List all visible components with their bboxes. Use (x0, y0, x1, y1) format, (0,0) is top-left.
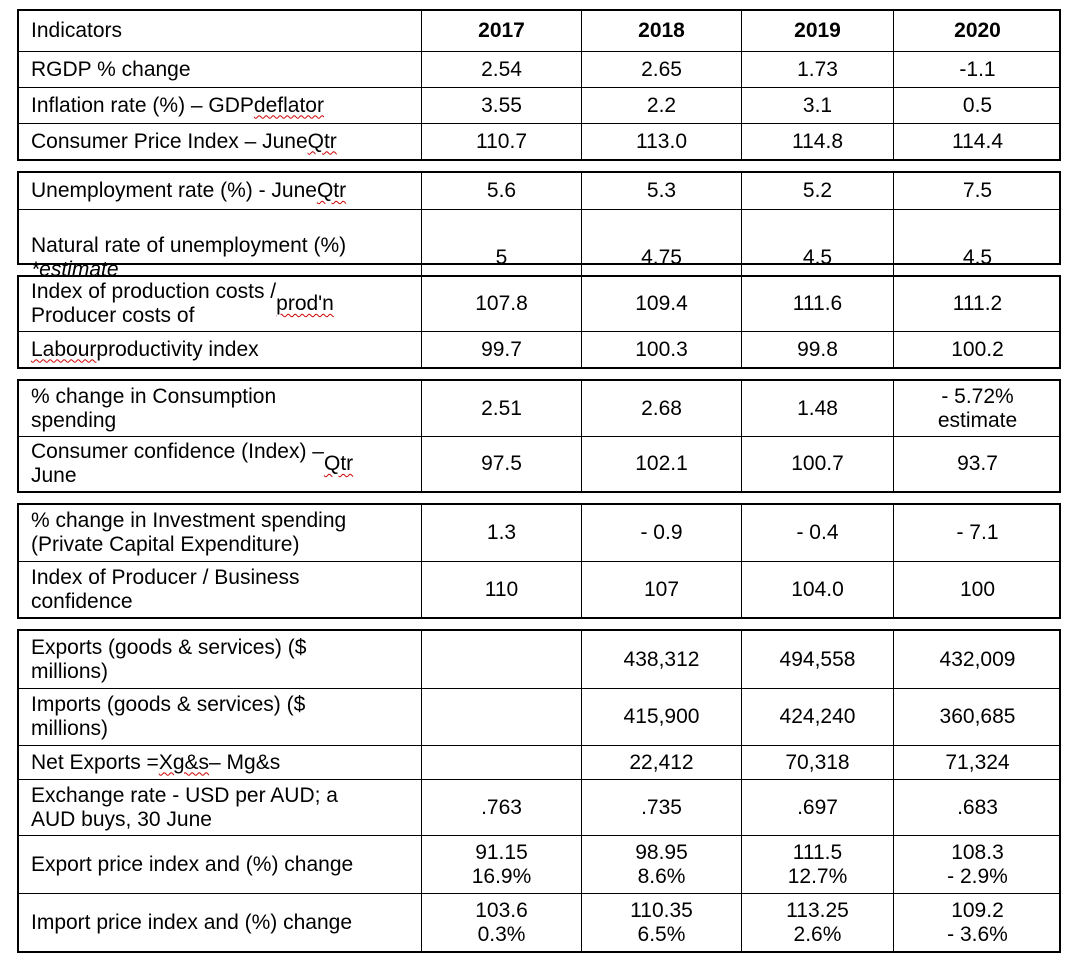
row-label: Unemployment rate (%) - June Qtr (31, 179, 347, 202)
value-2019: 5.2 (741, 173, 893, 209)
row-label: Index of production costs / Producer costs of prod'n (31, 280, 334, 327)
value-2017: 107.8 (421, 277, 581, 331)
value-2017: 103.6 0.3% (421, 894, 581, 951)
value-2020: 100 (893, 562, 1061, 617)
value-2018: - 0.9 (581, 505, 741, 561)
value-2019: 113.25 2.6% (741, 894, 893, 951)
value-2017: 110.7 (421, 124, 581, 159)
value-2020: -1.1 (893, 52, 1061, 87)
spellcheck-word: Qtr (324, 452, 354, 475)
row-label: Consumer confidence (Index) – June Qtr (31, 440, 354, 487)
row-label: Export price index and (%) change (31, 852, 354, 876)
table-row (19, 173, 1059, 209)
table-block-unemployment (17, 171, 1061, 281)
value-2020: - 5.72% estimate (893, 381, 1061, 436)
value-2018: 100.3 (581, 332, 741, 367)
value-2018: 4.75 (581, 210, 741, 306)
table-row (19, 505, 1059, 561)
value-2019: 104.0 (741, 562, 893, 617)
value-2020: 432,009 (893, 631, 1061, 688)
table-row (19, 835, 1059, 893)
value-2018: 22,412 (581, 746, 741, 779)
value-2020: - 7.1 (893, 505, 1061, 561)
header-year-2019: 2019 (741, 11, 893, 51)
value-2020: 93.7 (893, 437, 1061, 491)
spellcheck-word: deflator (253, 93, 324, 117)
value-2019: 424,240 (741, 689, 893, 745)
value-2017: 3.55 (421, 88, 581, 123)
value-2020: 114.4 (893, 124, 1061, 159)
value-2019: 494,558 (741, 631, 893, 688)
value-2019: 1.73 (741, 52, 893, 87)
header-year-2018: 2018 (581, 11, 741, 51)
row-label: % change in Consumption spending (31, 384, 277, 432)
table-block-trade (17, 629, 1061, 953)
table-row (19, 779, 1059, 835)
row-label: Inflation rate (%) – GDP deflator (31, 93, 324, 117)
value-2017 (421, 746, 581, 779)
value-2020: 71,324 (893, 746, 1061, 779)
table-row (19, 123, 1059, 159)
value-2018: 107 (581, 562, 741, 617)
row-label: Imports (goods & services) ($ millions) (31, 693, 306, 740)
value-2019: 1.48 (741, 381, 893, 436)
value-2020: 111.2 (893, 277, 1061, 331)
value-2018: 2.2 (581, 88, 741, 123)
value-2018: 113.0 (581, 124, 741, 159)
table-row (19, 893, 1059, 951)
table-row (19, 87, 1059, 123)
value-2020: 108.3 - 2.9% (893, 836, 1061, 893)
value-2020: 0.5 (893, 88, 1061, 123)
spellcheck-word: Qtr (316, 179, 347, 202)
table-row (19, 209, 1059, 281)
value-2019: 111.6 (741, 277, 893, 331)
value-2017 (421, 689, 581, 745)
row-label: Labour productivity index (31, 337, 259, 361)
value-2018: 2.68 (581, 381, 741, 436)
table-row (19, 331, 1059, 367)
value-2019: 4.5 (741, 210, 893, 306)
value-2020: 4.5 (893, 210, 1061, 306)
value-2017: 2.51 (421, 381, 581, 436)
table-row (19, 381, 1059, 436)
table-row (19, 745, 1059, 779)
row-label: Import price index and (%) change (31, 910, 352, 934)
table-block-output-prices (17, 9, 1061, 161)
spellcheck-word: Labour (31, 337, 97, 361)
row-label: % change in Investment spending (Private Capital Expenditure) (31, 509, 347, 556)
value-2017: 1.3 (421, 505, 581, 561)
value-2020: 100.2 (893, 332, 1061, 367)
value-2018: 415,900 (581, 689, 741, 745)
value-2019: - 0.4 (741, 505, 893, 561)
value-2019: .697 (741, 780, 893, 835)
value-2017: 110 (421, 562, 581, 617)
row-label: Exports (goods & services) ($ millions) (31, 635, 307, 683)
header-indicators: Indicators (31, 19, 123, 42)
value-2017: 2.54 (421, 52, 581, 87)
header-year-2017: 2017 (421, 11, 581, 51)
value-2020: 360,685 (893, 689, 1061, 745)
value-2017: 99.7 (421, 332, 581, 367)
spellcheck-word: Xg&s (158, 750, 210, 774)
row-label: Exchange rate - USD per AUD; a AUD buys, 30 June (31, 783, 338, 831)
estimate-note: *estimate (31, 258, 119, 281)
value-2017 (421, 631, 581, 688)
value-2019: 70,318 (741, 746, 893, 779)
table-row (19, 688, 1059, 745)
value-2017: .763 (421, 780, 581, 835)
value-2018: 438,312 (581, 631, 741, 688)
value-2020: 7.5 (893, 173, 1061, 209)
table-header-row (19, 11, 1059, 51)
value-2020: .683 (893, 780, 1061, 835)
value-2017: 97.5 (421, 437, 581, 491)
spellcheck-word: Qtr (307, 129, 337, 153)
spellcheck-word: prod'n (276, 292, 334, 315)
table-block-investment (17, 503, 1061, 619)
table-row (19, 436, 1059, 491)
row-label: Index of Producer / Business confidence (31, 565, 300, 613)
value-2019: 99.8 (741, 332, 893, 367)
header-year-2020: 2020 (893, 11, 1061, 51)
value-2017: 91.15 16.9% (421, 836, 581, 893)
table-row (19, 631, 1059, 688)
table-row (19, 561, 1059, 617)
value-2018: 5.3 (581, 173, 741, 209)
row-label-text: Natural rate of unemployment (%) (31, 234, 347, 257)
value-2019: 114.8 (741, 124, 893, 159)
value-2018: 110.35 6.5% (581, 894, 741, 951)
value-2018: .735 (581, 780, 741, 835)
value-2018: 109.4 (581, 277, 741, 331)
table-row (19, 277, 1059, 331)
value-2018: 2.65 (581, 52, 741, 87)
value-2018: 98.95 8.6% (581, 836, 741, 893)
table-block-costs (17, 275, 1061, 369)
value-2019: 111.5 12.7% (741, 836, 893, 893)
table-row (19, 51, 1059, 87)
value-2019: 3.1 (741, 88, 893, 123)
value-2017: 5.6 (421, 173, 581, 209)
indicators-table (17, 9, 1061, 964)
row-label: RGDP % change (31, 57, 191, 81)
row-label: Consumer Price Index – June Qtr (31, 129, 337, 153)
table-block-consumption (17, 379, 1061, 493)
value-2017: 5 (421, 210, 581, 306)
value-2019: 100.7 (741, 437, 893, 491)
value-2020: 109.2 - 3.6% (893, 894, 1061, 951)
row-label: Net Exports = Xg&s – Mg&s (31, 750, 281, 774)
value-2018: 102.1 (581, 437, 741, 491)
